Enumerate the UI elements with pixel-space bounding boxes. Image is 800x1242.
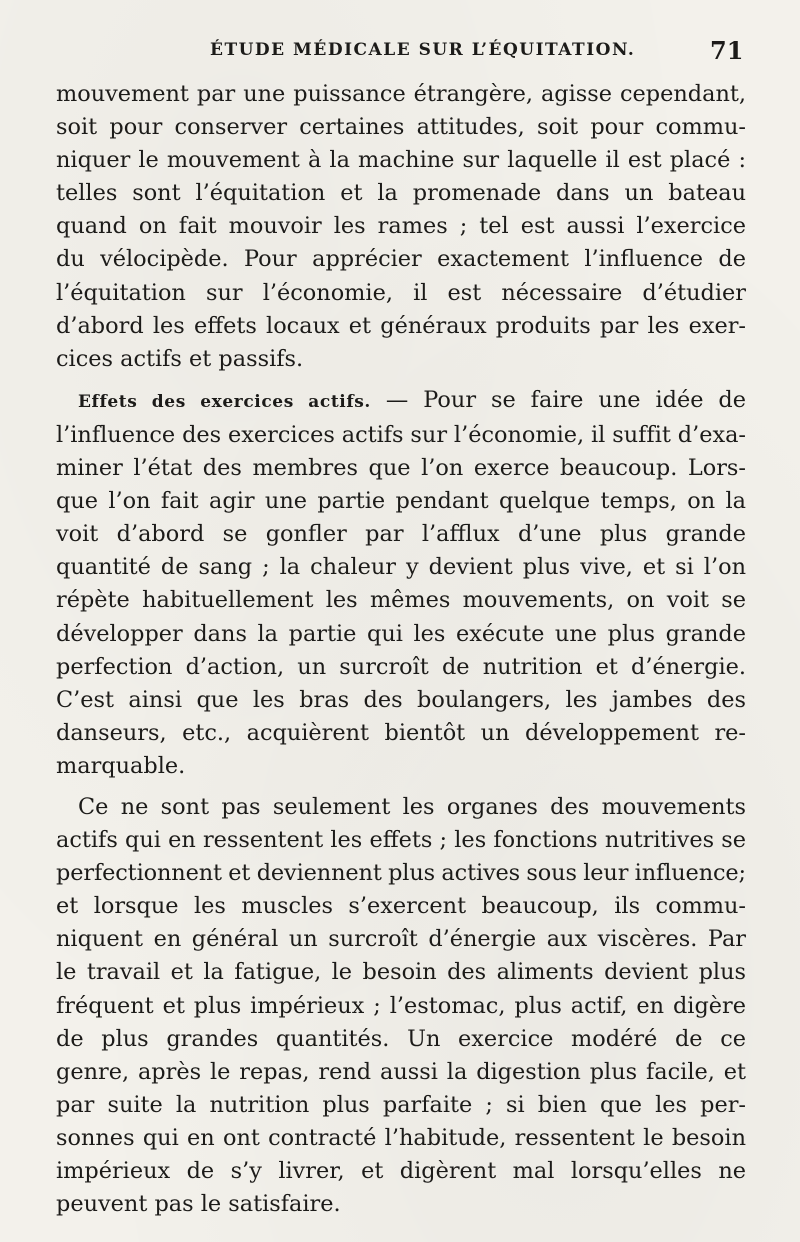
text-line: actifs qui en ressentent les effets ; les fonctions nutritives se: [56, 827, 746, 854]
text-line: perfection d’action, un surcroît de nutrition et d’énergie.: [56, 653, 746, 680]
text-line: niquent en général un surcroît d’énergie aux viscères. Par: [56, 926, 746, 953]
text-line: l’influence des exercices actifs sur l’économie, il suffit d’exa-: [56, 421, 746, 448]
text-line: du vélocipède. Pour apprécier exactement l’influence de: [56, 246, 746, 273]
text-line: que l’on fait agir une partie pendant quelque temps, on la: [56, 488, 746, 515]
text-line: quand on fait mouvoir les rames ; tel est aussi l’exercice: [56, 213, 746, 240]
text-line: danseurs, etc., acquièrent bientôt un développement re-: [56, 719, 746, 746]
text-line: peuvent pas le satisfaire.: [56, 1191, 341, 1218]
text-line: Ce ne sont pas seulement les organes des mouvements: [78, 793, 746, 820]
text-line: d’abord les effets locaux et généraux produits par les exer-: [56, 312, 746, 339]
text-line: impérieux de s’y livrer, et digèrent mal lorsqu’elles ne: [56, 1158, 746, 1184]
paragraph-1: [56, 78, 746, 376]
text-line: genre, après le repas, rend aussi la digestion plus facile, et: [56, 1058, 746, 1085]
paragraph-3: [56, 791, 746, 1221]
text-line: mouvement par une puissance étrangère, agisse cependant,: [56, 81, 746, 107]
text-line: perfectionnent et deviennent plus actives sous leur influence;: [56, 860, 746, 887]
text-line: l’équitation sur l’économie, il est nécessaire d’étudier: [56, 279, 746, 306]
page-number: 71: [710, 36, 744, 65]
text-line: fréquent et plus impérieux ; l’estomac, plus actif, en digère: [56, 992, 746, 1019]
section-title-continuation: — Pour se faire une idée de: [385, 386, 746, 413]
text-line: le travail et la fatigue, le besoin des aliments devient plus: [56, 959, 746, 986]
text-line: marquable.: [56, 752, 186, 779]
text-line: quantité de sang ; la chaleur y devient plus vive, et si l’on: [56, 554, 746, 581]
text-line: répète habituellement les mêmes mouvements, on voit se: [56, 587, 746, 614]
text-line: miner l’état des membres que l’on exerce beaucoup. Lors-: [56, 455, 746, 482]
text-line: soit pour conserver certaines attitudes, soit pour commu-: [56, 114, 746, 141]
text-line: cices actifs et passifs.: [56, 345, 304, 372]
text-line: par suite la nutrition plus parfaite ; si bien que les per-: [56, 1091, 746, 1118]
running-header: ÉTUDE MÉDICALE SUR L’ÉQUITATION.: [210, 40, 636, 60]
text-line: et lorsque les muscles s’exercent beaucoup, ils commu-: [56, 893, 746, 920]
paragraph-2: [56, 384, 746, 783]
text-line: niquer le mouvement à la machine sur laquelle il est placé :: [56, 147, 746, 174]
text-line: développer dans la partie qui les exécute une plus grande: [56, 620, 746, 647]
text-line: C’est ainsi que les bras des boulangers, les jambes des: [56, 686, 746, 713]
text-line: sonnes qui en ont contracté l’habitude, ressentent le besoin: [56, 1124, 746, 1151]
section-title: Effets des exercices actifs.: [78, 391, 371, 412]
text-line: [56, 384, 746, 419]
text-line: de plus grandes quantités. Un exercice modéré de ce: [56, 1025, 746, 1052]
body-text: [56, 78, 746, 1221]
text-line: telles sont l’équitation et la promenade dans un bateau: [56, 180, 746, 207]
text-line: voit d’abord se gonfler par l’afflux d’une plus grande: [56, 521, 746, 548]
